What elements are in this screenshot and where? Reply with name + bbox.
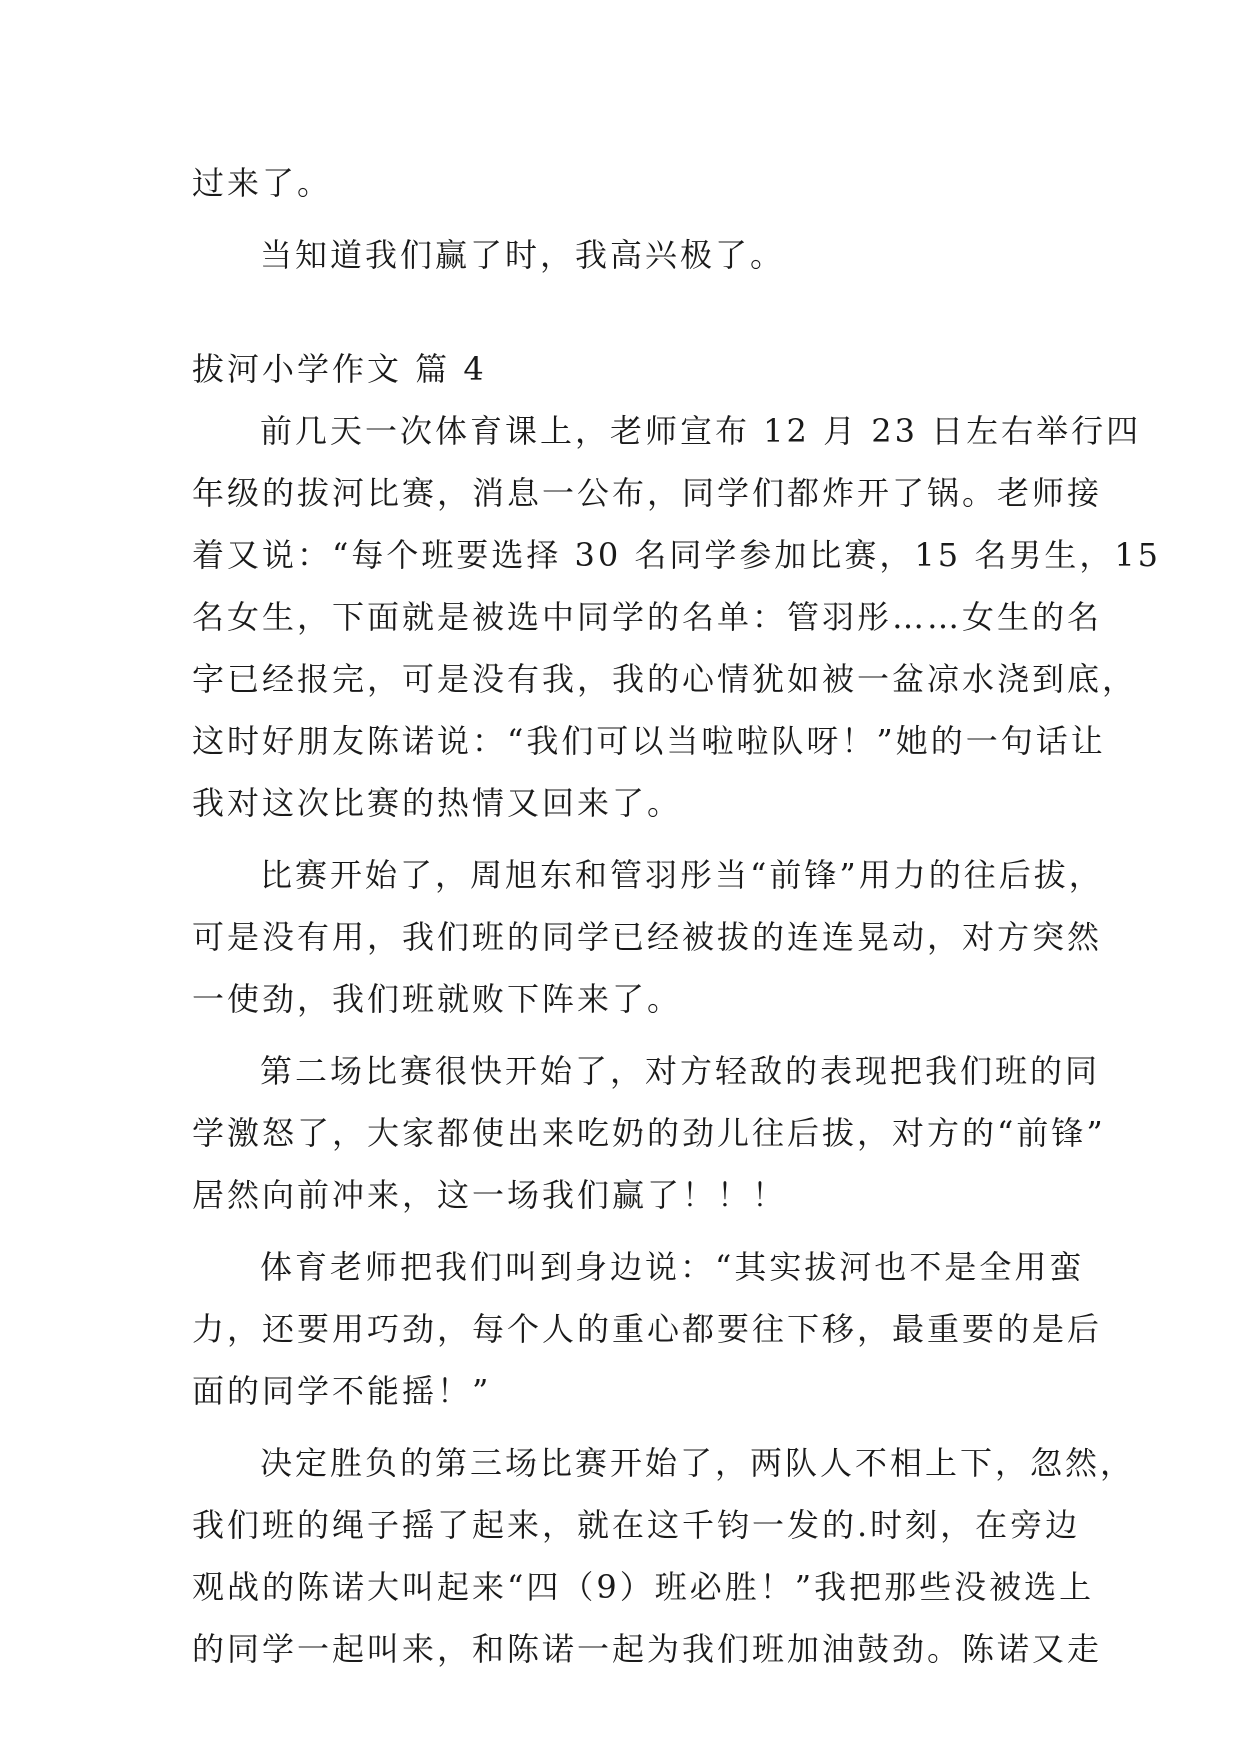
paragraph-line: 体育老师把我们叫到身边说：“其实拔河也不是全用蛮 [260, 1248, 1085, 1286]
paragraph-3 [192, 1040, 1106, 1226]
paragraph-1 [192, 400, 1162, 834]
paragraph-line: 居然向前冲来，这一场我们赢了！！！ [192, 1176, 788, 1214]
paragraph-line: 着又说：“每个班要选择 30 名同学参加比赛，15 名男生，15 [192, 536, 1162, 574]
paragraph-4 [192, 1236, 1103, 1422]
paragraph-line: 字已经报完，可是没有我，我的心情犹如被一盆凉水浇到底， [192, 660, 1138, 698]
paragraph-line: 前几天一次体育课上，老师宣布 12 月 23 日左右举行四 [260, 412, 1142, 450]
paragraph-2 [192, 844, 1104, 1030]
section-title: 拔河小学作文 篇 4 [192, 350, 487, 388]
paragraph-line: 年级的拔河比赛，消息一公布，同学们都炸开了锅。老师接 [192, 474, 1103, 512]
intro-line-2: 当知道我们赢了时，我高兴极了。 [260, 236, 786, 274]
paragraph-line: 面的同学不能摇！” [192, 1372, 492, 1410]
paragraph-line: 力，还要用巧劲，每个人的重心都要往下移，最重要的是后 [192, 1310, 1103, 1348]
paragraph-line: 的同学一起叫来，和陈诺一起为我们班加油鼓劲。陈诺又走 [192, 1630, 1103, 1668]
paragraph-line: 我对这次比赛的热情又回来了。 [192, 784, 683, 822]
paragraph-5 [192, 1432, 1136, 1680]
paragraph-line: 可是没有用，我们班的同学已经被拔的连连晃动，对方突然 [192, 918, 1103, 956]
paragraph-line: 决定胜负的第三场比赛开始了，两队人不相上下，忽然， [260, 1444, 1136, 1482]
paragraph-line: 名女生，下面就是被选中同学的名单：管羽彤……女生的名 [192, 598, 1103, 636]
paragraph-line: 一使劲，我们班就败下阵来了。 [192, 980, 683, 1018]
paragraph-line: 第二场比赛很快开始了，对方轻敌的表现把我们班的同 [260, 1052, 1101, 1090]
paragraph-line: 比赛开始了，周旭东和管羽彤当“前锋”用力的往后拔， [260, 856, 1104, 894]
paragraph-line: 这时好朋友陈诺说：“我们可以当啦啦队呀！”她的一句话让 [192, 722, 1106, 760]
intro-line-1: 过来了。 [192, 164, 333, 202]
paragraph-line: 我们班的绳子摇了起来，就在这千钧一发的.时刻，在旁边 [192, 1506, 1081, 1544]
document-page [192, 152, 1162, 1690]
paragraph-line: 学激怒了，大家都使出来吃奶的劲儿往后拔，对方的“前锋” [192, 1114, 1106, 1152]
paragraph-line: 观战的陈诺大叫起来“四（9）班必胜！”我把那些没被选上 [192, 1568, 1095, 1606]
